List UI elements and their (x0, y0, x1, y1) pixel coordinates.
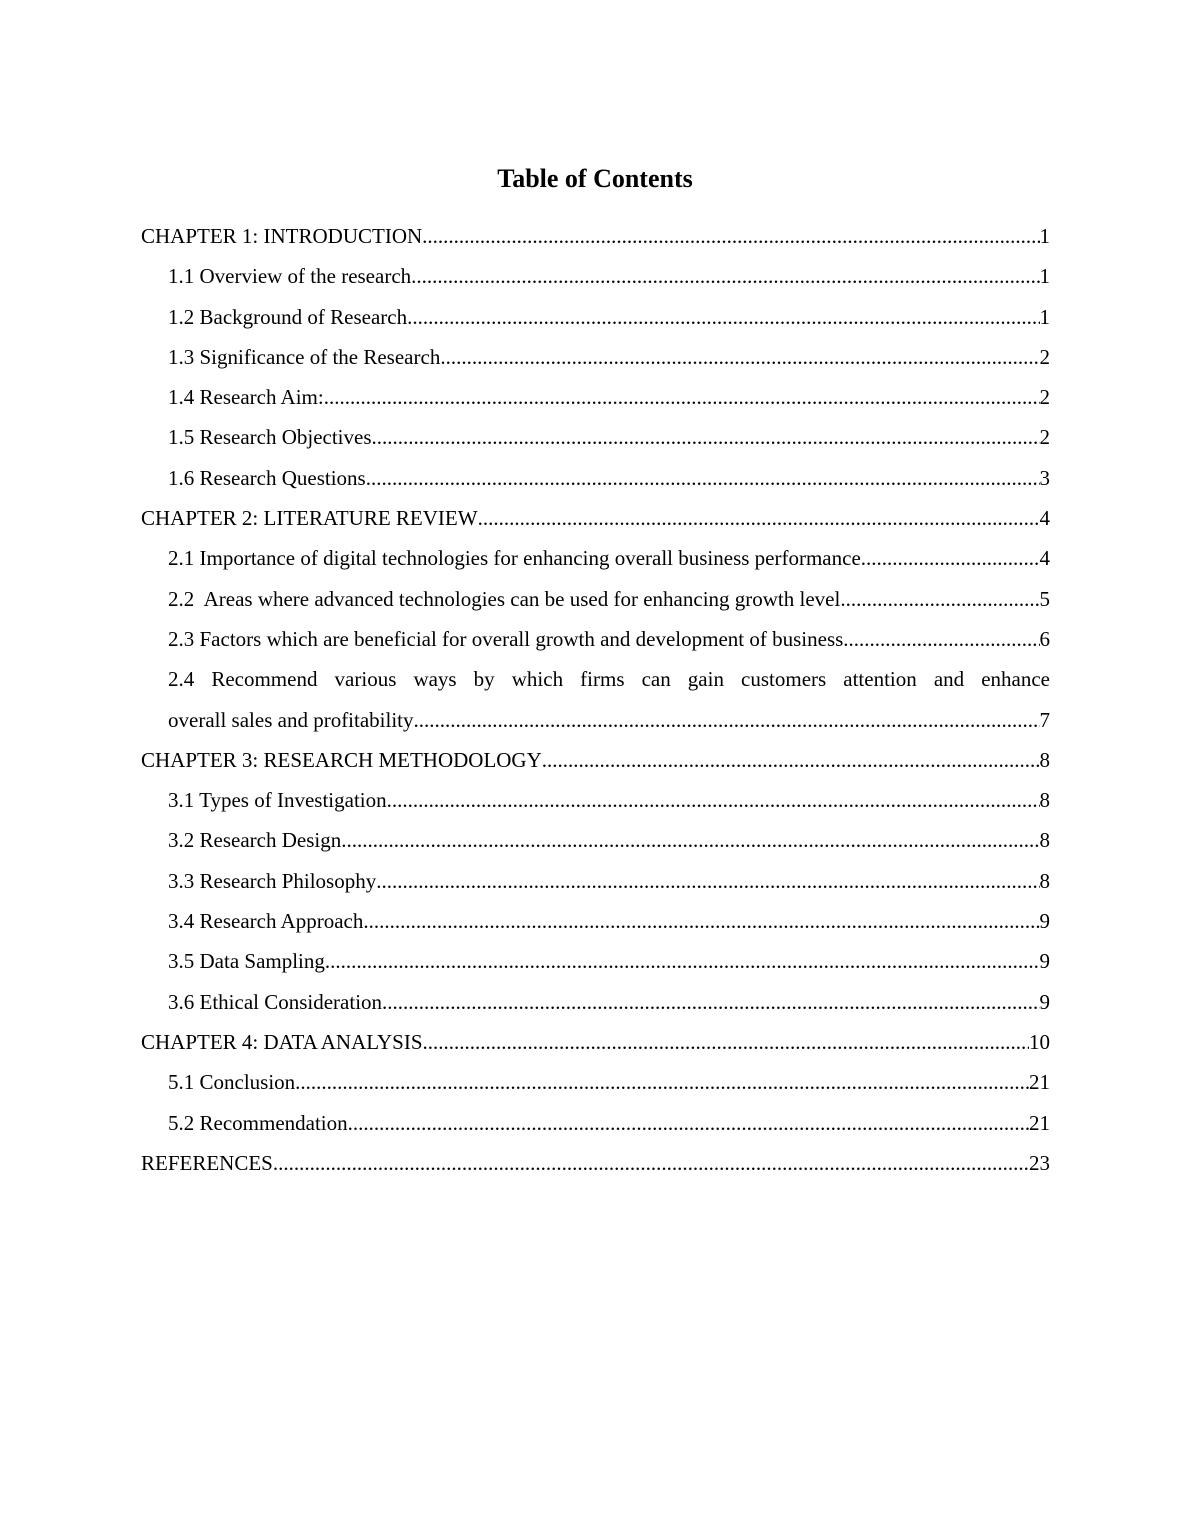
toc-leader-dots (411, 256, 1039, 296)
toc-entry-label: CHAPTER 1: INTRODUCTION (141, 224, 423, 248)
toc-entry-label: 1.3 Significance of the Research (168, 344, 441, 369)
toc-entry-label: 1.4 Research Aim: (168, 385, 324, 410)
toc-entry-page: 1 (1039, 264, 1050, 289)
toc-entry-1-4[interactable] (141, 377, 1050, 417)
toc-leader-dots (382, 982, 1039, 1022)
toc-entry-label: 3.4 Research Approach (168, 909, 364, 934)
toc-entry-page: 7 (1039, 707, 1050, 732)
toc-entry-page: 9 (1039, 949, 1050, 974)
toc-entry-label: REFERENCES (141, 1150, 273, 1175)
toc-entry-page: 2 (1039, 385, 1050, 410)
toc-entry-3-2[interactable] (141, 820, 1050, 860)
toc-leader-dots (440, 337, 1039, 377)
toc-entry-page: 2 (1039, 344, 1050, 369)
toc-leader-dots (843, 619, 1039, 659)
toc-leader-dots (387, 780, 1040, 820)
toc-entry-line-2 (168, 700, 1050, 740)
toc-entry-page: 4 (1039, 506, 1050, 531)
toc-entry-page: 2 (1039, 425, 1050, 450)
toc-entry-chapter-1[interactable] (141, 216, 1050, 256)
toc-entry-3-4[interactable] (141, 901, 1050, 941)
toc-leader-dots (376, 861, 1039, 901)
toc-entry-label: CHAPTER 4: DATA ANALYSIS (141, 1029, 423, 1054)
toc-entry-label: 3.2 Research Design (168, 828, 342, 853)
toc-entry-label: 2.3 Factors which are beneficial for overall growth and development of business (168, 626, 844, 651)
toc-entry-page: 9 (1039, 909, 1050, 934)
toc-leader-dots (422, 216, 1039, 256)
toc-leader-dots (325, 941, 1040, 981)
toc-entry-label: 3.3 Research Philosophy (168, 868, 377, 893)
toc-entry-page: 4 (1039, 546, 1050, 571)
toc-entry-1-6[interactable] (141, 458, 1050, 498)
toc-title: Table of Contents (497, 164, 693, 193)
toc-entry-chapter-4[interactable] (141, 1022, 1050, 1062)
toc-entry-references[interactable] (141, 1143, 1050, 1183)
toc-entry-1-5[interactable] (141, 417, 1050, 457)
toc-leader-dots (324, 377, 1040, 417)
toc-entry-page: 3 (1039, 465, 1050, 490)
toc-leader-dots (366, 458, 1040, 498)
toc-leader-dots (478, 498, 1040, 538)
toc-entry-label: 1.5 Research Objectives (168, 425, 372, 450)
toc-entry-3-3[interactable] (141, 861, 1050, 901)
toc-entry-label: 1.1 Overview of the research (168, 264, 412, 289)
toc-leader-dots (348, 1103, 1029, 1143)
toc-entry-5-1[interactable] (141, 1062, 1050, 1102)
toc-entry-5-2[interactable] (141, 1103, 1050, 1143)
toc-entry-1-1[interactable] (141, 256, 1050, 296)
toc-entry-page: 1 (1039, 304, 1050, 329)
toc-entry-label: 5.1 Conclusion (168, 1070, 296, 1095)
toc-leader-dots (273, 1143, 1029, 1183)
toc-entry-page: 10 (1029, 1029, 1050, 1054)
toc-entry-3-1[interactable] (141, 780, 1050, 820)
toc-entry-label-line-1: 2.4 Recommend various ways by which firms can gain customers attention and enhance (168, 667, 1050, 692)
toc-entry-page: 5 (1039, 586, 1050, 611)
toc-entry-label: CHAPTER 2: LITERATURE REVIEW (141, 506, 478, 531)
toc-entry-page: 1 (1039, 224, 1050, 248)
toc-entry-page: 8 (1039, 828, 1050, 853)
toc-entry-2-2[interactable] (141, 579, 1050, 619)
toc-entry-page: 23 (1029, 1150, 1050, 1175)
toc-entry-page: 8 (1039, 747, 1050, 772)
toc-leader-dots (542, 740, 1040, 780)
toc-entry-label-line-2: overall sales and profitability (168, 707, 414, 732)
toc-entry-page: 6 (1039, 626, 1050, 651)
toc-entry-page: 8 (1039, 868, 1050, 893)
toc-entry-label: 1.6 Research Questions (168, 465, 366, 490)
toc-leader-dots (861, 538, 1040, 578)
toc-entry-label: 5.2 Recommendation (168, 1110, 348, 1135)
toc-leader-dots (341, 820, 1039, 860)
toc-entry-chapter-3[interactable] (141, 740, 1050, 780)
toc-entry-label: 3.5 Data Sampling (168, 949, 325, 974)
toc-leader-dots (295, 1062, 1029, 1102)
toc-entry-1-2[interactable] (141, 297, 1050, 337)
toc-entry-label: 3.6 Ethical Consideration (168, 989, 383, 1014)
toc-entry-label: CHAPTER 3: RESEARCH METHODOLOGY (141, 747, 542, 772)
toc-entry-page: 21 (1029, 1070, 1050, 1095)
toc-entry-chapter-2[interactable] (141, 498, 1050, 538)
toc-entry-3-5[interactable] (141, 941, 1050, 981)
toc-leader-dots (407, 297, 1039, 337)
toc-leader-dots (840, 579, 1039, 619)
toc-entry-label: 3.1 Types of Investigation (168, 788, 387, 813)
toc-entry-label: 1.2 Background of Research (168, 304, 408, 329)
toc-entry-page: 9 (1039, 989, 1050, 1014)
toc-entry-2-4[interactable] (141, 659, 1050, 740)
toc-leader-dots (414, 700, 1040, 740)
toc-entry-page: 21 (1029, 1110, 1050, 1135)
toc-entry-page: 8 (1039, 788, 1050, 813)
toc-entry-2-3[interactable] (141, 619, 1050, 659)
toc-entry-3-6[interactable] (141, 982, 1050, 1022)
toc-entry-1-3[interactable] (141, 337, 1050, 377)
toc-list (141, 216, 1050, 1183)
toc-entry-label: 2.1 Importance of digital technologies for enhancing overall business performance (168, 546, 861, 571)
toc-entry-2-1[interactable] (141, 538, 1050, 578)
toc-leader-dots (423, 1022, 1029, 1062)
toc-leader-dots (372, 417, 1040, 457)
toc-leader-dots (363, 901, 1039, 941)
toc-entry-label: 2.2 Areas where advanced technologies can be used for enhancing growth level (168, 586, 841, 611)
